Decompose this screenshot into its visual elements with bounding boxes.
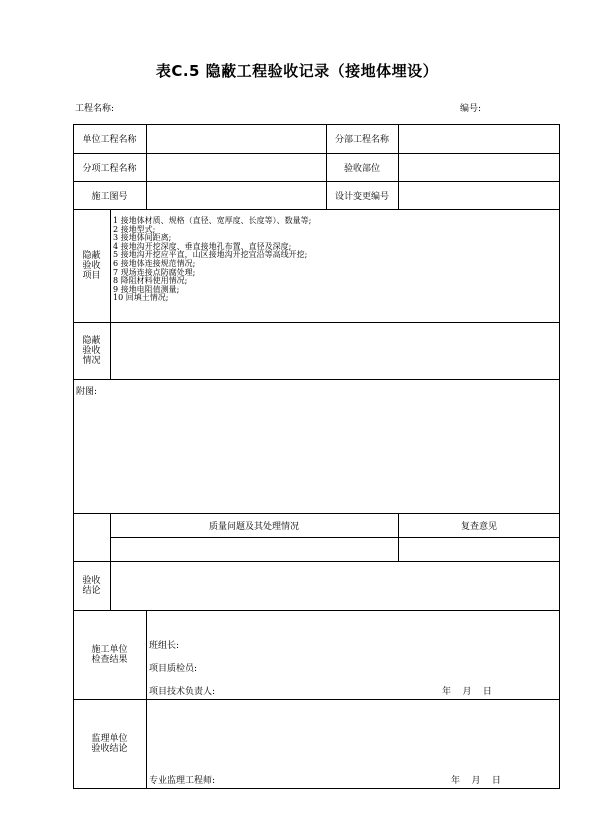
unit-project-label: 单位工程名称 <box>82 135 137 145</box>
hidden-items-list <box>113 217 558 317</box>
supervision-date: 年 月 日 <box>451 776 501 786</box>
drawing-no-value[interactable] <box>147 181 326 209</box>
division-project-value[interactable] <box>399 124 560 153</box>
list-item: 6 接地体连接规范情况; <box>113 258 196 268</box>
review-opinion-header: 复查意见 <box>460 521 497 532</box>
list-item: 10 回填土情况; <box>113 293 169 303</box>
review-opinion-value[interactable] <box>399 538 560 561</box>
page-title: 表C.5 隐蔽工程验收记录（接地体埋设） <box>155 62 439 80</box>
attachment-area[interactable] <box>73 398 560 512</box>
design-change-no-value[interactable] <box>399 181 560 209</box>
tech-lead-label: 项目技术负责人: <box>149 687 216 697</box>
list-item: 5 接地沟开挖应平直，山区接地沟开挖宜沿等高线开挖; <box>113 250 308 260</box>
list-item: 8 降阻材料使用情况; <box>113 276 188 286</box>
supervision-label: 监理单位验收结论 <box>91 734 128 754</box>
construction-label: 施工单位检查结果 <box>91 644 128 665</box>
list-item: 1 接地体材质、规格（直径、宽厚度、长度等）、数量等; <box>113 216 312 225</box>
list-item: 2 接地型式; <box>113 224 156 234</box>
hidden-items-label-cell <box>73 209 110 322</box>
hidden-status-label-cell <box>73 322 110 379</box>
quality-issues-header: 质量问题及其处理情况 <box>208 521 299 532</box>
hidden-status-label: 隐蔽验收情况 <box>82 335 101 366</box>
col-divider <box>146 610 147 789</box>
list-item: 4 接地沟开挖深度、垂直接地孔布置、直径及深度; <box>113 241 292 251</box>
list-item: 7 现场连接点防腐处理; <box>113 267 196 277</box>
design-change-no-label: 设计变更编号 <box>334 191 389 202</box>
project-name-label: 工程名称: <box>75 104 115 114</box>
conclusion-label: 验收结论 <box>82 575 101 596</box>
list-item: 9 接地电阻值测量; <box>113 284 180 294</box>
subitem-project-label: 分项工程名称 <box>82 163 137 174</box>
conclusion-label-cell <box>73 561 110 610</box>
attachment-label: 附图: <box>76 387 98 397</box>
drawing-no-label: 施工图号 <box>91 191 128 202</box>
acceptance-part-label: 验收部位 <box>343 163 380 174</box>
unit-project-value[interactable] <box>147 124 326 153</box>
team-leader-label: 班组长: <box>149 641 180 651</box>
number-label: 编号: <box>460 104 482 114</box>
division-project-label: 分部工程名称 <box>334 135 389 145</box>
list-item: 3 接地体间距离; <box>113 233 172 243</box>
conclusion-value[interactable] <box>111 561 560 610</box>
supervision-label-cell <box>73 699 146 789</box>
construction-label-cell <box>73 610 146 699</box>
construction-date: 年 月 日 <box>442 687 492 697</box>
acceptance-part-value[interactable] <box>399 153 560 181</box>
supervisor-engineer-label: 专业监理工程师: <box>149 776 216 786</box>
subitem-project-value[interactable] <box>147 153 326 181</box>
qc-inspector-label: 项目质检员: <box>149 664 198 674</box>
hidden-items-label: 隐蔽验收项目 <box>82 250 101 281</box>
row-divider <box>73 209 560 210</box>
row-divider <box>73 379 560 380</box>
hidden-status-value[interactable] <box>111 322 560 379</box>
quality-issues-value[interactable] <box>111 538 398 561</box>
